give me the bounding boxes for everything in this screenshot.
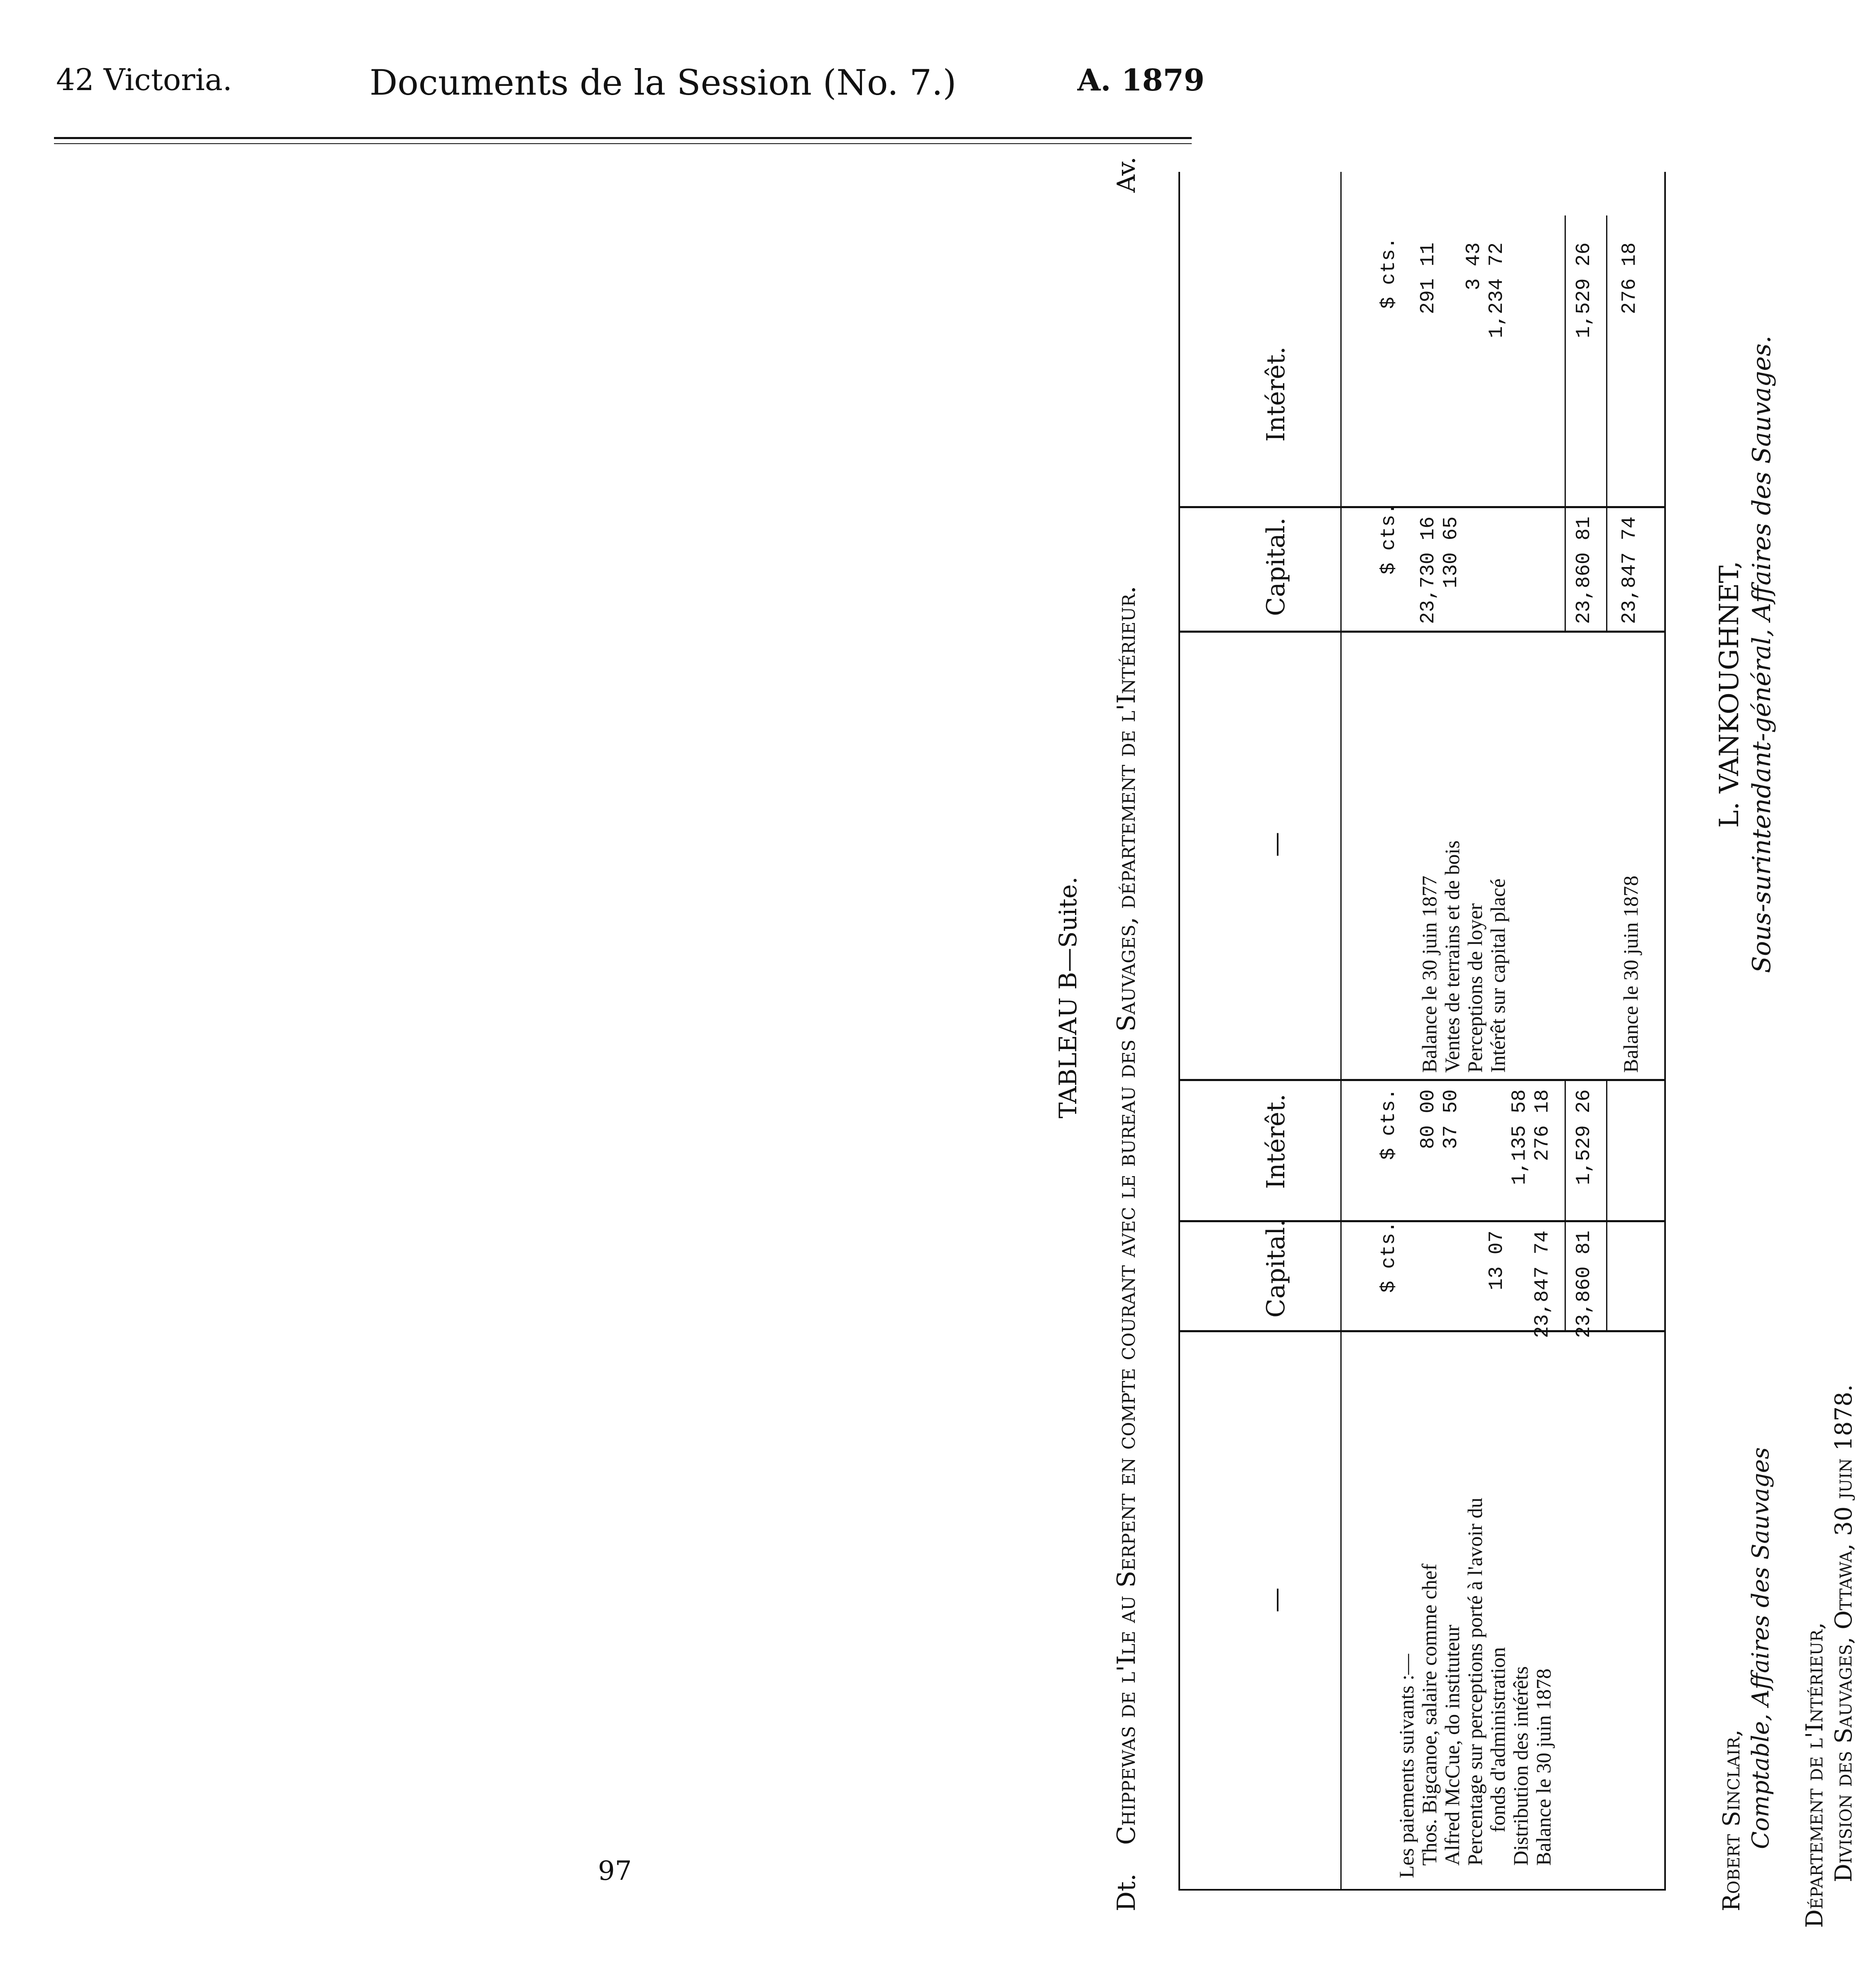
table-caption: Chippewas de l'Ile au Serpent en compte courant avec le bureau des Sauvages, département de l'Intérieur.	[1112, 586, 1141, 1845]
debit-label-col-dash: —	[1261, 1588, 1291, 1612]
col-divider-debit-capital	[1178, 1220, 1664, 1222]
department-line1: Département de l'Intérieur,	[1801, 1622, 1828, 1928]
department-line2: Division des Sauvages, Ottawa, 30 juin 1878.	[1830, 1384, 1857, 1882]
debit-capital-units: $ cts.	[1378, 1221, 1400, 1293]
credit-interet-units: $ cts.	[1378, 237, 1400, 309]
header-rule-bottom	[54, 143, 1192, 144]
credit-capital-units: $ cts.	[1378, 503, 1400, 575]
signature-name: L. VANKOUGHNET,	[1714, 560, 1745, 828]
credit-row-interet: 291 11	[1417, 242, 1440, 314]
debit-total-interet: 1,529 26	[1573, 1089, 1595, 1185]
credit-row-capital: 23,730 16	[1417, 516, 1440, 624]
accountant-name: Robert Sinclair,	[1718, 1729, 1745, 1911]
credit-row-label: Perceptions de loyer	[1463, 903, 1487, 1073]
debit-total-rule-bottom	[1606, 1081, 1607, 1330]
header-rule-top	[54, 137, 1192, 139]
debit-row-interet: 37 50	[1440, 1089, 1462, 1150]
credit-label-col-dash: —	[1261, 832, 1291, 857]
accountant-title: Comptable, Affaires des Sauvages	[1747, 1447, 1774, 1849]
credit-row-label: Ventes de terrains et de bois	[1440, 840, 1464, 1073]
debit-interet-heading: Intérêt.	[1261, 1094, 1291, 1189]
page-number: 97	[598, 1856, 632, 1886]
debit-row-label: Balance le 30 juin 1878	[1532, 1668, 1555, 1866]
credit-total-rule	[1565, 215, 1566, 631]
debit-row-interet: 276 18	[1531, 1089, 1554, 1161]
credit-balance-label: Balance le 30 juin 1878	[1619, 876, 1642, 1073]
credit-row-capital: 130 65	[1440, 516, 1462, 588]
debit-row-label: Alfred McCue, do instituteur	[1440, 1624, 1464, 1866]
debit-total-rule	[1565, 1081, 1566, 1330]
debit-heading: Les paiements suivants :—	[1395, 1654, 1418, 1878]
credit-balance-capital: 23,847 74	[1619, 516, 1641, 624]
table-bottom-rule	[1664, 172, 1666, 1891]
table-top-rule	[1178, 172, 1180, 1891]
signature-title: Sous-surintendant-général, Affaires des Sauvages.	[1747, 335, 1776, 973]
credit-total-rule-bottom	[1606, 215, 1607, 631]
debit-row-capital: 23,847 74	[1531, 1231, 1554, 1338]
rotated-ledger-page	[1029, 122, 1876, 1928]
credit-balance-interet: 276 18	[1619, 242, 1641, 314]
header-session: 42 Victoria.	[56, 62, 233, 97]
credit-row-label: Balance le 30 juin 1877	[1418, 876, 1441, 1073]
debit-row-interet: 1,135 58	[1509, 1089, 1531, 1185]
table-title: TABLEAU B—Suite.	[1054, 876, 1082, 1118]
col-divider-debit-interet	[1178, 1079, 1664, 1081]
header-documents-title: Documents de la Session (No. 7.)	[370, 62, 957, 103]
col-divider-credit-label	[1178, 631, 1664, 633]
credit-row-interet: 1,234 72	[1486, 242, 1508, 338]
credit-row-interet: 3 43	[1463, 242, 1485, 291]
credit-row-label: Intérêt sur capital placé	[1486, 878, 1509, 1073]
caption-av: Av.	[1112, 157, 1141, 193]
debit-row-label: Percentage sur perceptions porté à l'avoir du	[1463, 1497, 1487, 1866]
col-divider-credit-capital	[1178, 506, 1664, 508]
credit-total-interet: 1,529 26	[1573, 242, 1595, 338]
credit-capital-heading: Capital.	[1261, 517, 1291, 616]
credit-interet-heading: Intérêt.	[1261, 346, 1291, 442]
debit-capital-heading: Capital.	[1261, 1219, 1291, 1318]
debit-row-capital: 13 07	[1486, 1231, 1508, 1291]
caption-dt: Dt.	[1112, 1873, 1141, 1911]
credit-total-capital: 23,860 81	[1573, 516, 1595, 624]
debit-row-label: Distribution des intérêts	[1509, 1666, 1532, 1866]
debit-row-label: Thos. Bigcanoe, salaire comme chef	[1418, 1563, 1441, 1866]
debit-row-interet: 80 00	[1417, 1089, 1440, 1150]
header-year: A. 1879	[1077, 62, 1205, 98]
column-header-rule	[1340, 172, 1342, 1891]
header-separator-line	[1178, 1889, 1664, 1891]
debit-interet-units: $ cts.	[1378, 1088, 1400, 1160]
debit-row-label: fonds d'administration	[1486, 1647, 1509, 1832]
debit-total-capital: 23,860 81	[1573, 1231, 1595, 1338]
